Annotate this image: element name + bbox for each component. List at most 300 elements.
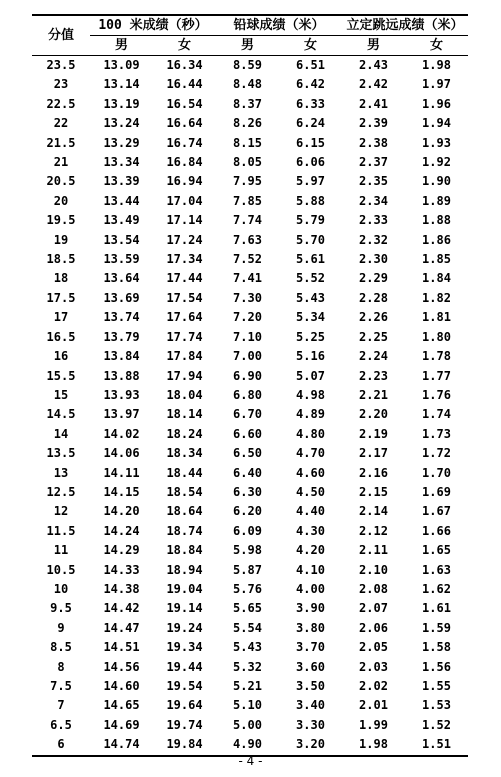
shot-male-cell: 5.54 [233,620,262,635]
jump-male-cell: 2.38 [359,135,388,150]
100m-male-cell: 14.06 [103,446,140,461]
shot-female-cell: 3.70 [296,640,325,655]
shot-male-cell: 5.65 [233,601,262,616]
100m-male-cell: 13.69 [103,290,140,305]
jump-male-cell: 2.05 [359,640,388,655]
jump-female-cell: 1.92 [422,155,451,170]
shot-male-cell: 5.76 [233,581,262,596]
100m-male-cell: 14.11 [103,465,140,480]
shot-male-cell: 7.74 [233,213,262,228]
shot-male-cell: 6.50 [233,446,262,461]
score-cell: 6.5 [50,717,72,732]
jump-male-cell: 2.08 [359,581,388,596]
jump-male-cell: 2.34 [359,193,388,208]
100m-female-cell: 19.04 [166,581,203,596]
table-row [32,328,468,347]
table-row [32,308,468,327]
table-row [32,696,468,715]
table-row [32,269,468,288]
jump-male-cell: 2.24 [359,349,388,364]
shot-female-cell: 6.33 [296,96,325,111]
shot-male-cell: 5.21 [233,679,262,693]
100m-male-cell: 14.74 [90,735,153,755]
table-row [32,561,468,580]
100m-female-cell: 16.54 [166,96,203,111]
100m-female-cell: 17.14 [166,213,203,228]
jump-male-cell: 2.28 [359,290,388,305]
jump-female-cell: 1.90 [422,174,451,189]
score-cell: 7 [57,698,65,713]
100m-female-cell: 16.94 [166,174,203,189]
shot-male-cell: 8.59 [233,58,262,72]
jump-female-cell: 1.78 [422,349,451,364]
100m-male-cell: 14.51 [103,640,140,655]
shot-female-cell: 3.20 [279,735,342,755]
jump-female-cell: 1.65 [422,543,451,558]
shot-male-cell: 5.32 [233,659,262,674]
jump-female-cell: 1.59 [422,620,451,635]
score-cell: 13.5 [46,446,76,461]
jump-male-cell: 2.26 [359,310,388,325]
jump-male-cell: 2.43 [359,58,388,72]
100m-female-cell: 18.44 [166,465,203,480]
100m-male-cell: 14.24 [103,523,140,538]
shot-female-cell: 4.70 [296,446,325,461]
score-table-container [32,14,468,757]
shot-female-cell: 6.42 [296,77,325,92]
jump-male-cell: 2.14 [359,504,388,519]
shot-female-cell: 6.15 [296,135,325,150]
score-cell: 17.5 [46,290,76,305]
shot-male-cell: 7.85 [233,193,262,208]
jump-female-cell: 1.82 [422,290,451,305]
jump-female-cell: 1.63 [422,562,451,577]
shot-male-cell: 6.60 [233,426,262,441]
score-cell: 8 [57,659,65,674]
100m-female-cell: 18.34 [166,446,203,461]
shot-male-cell: 7.10 [233,329,262,344]
jump-female-cell: 1.56 [422,659,451,674]
shot-female-cell: 5.43 [296,290,325,305]
shot-female-cell: 6.51 [296,58,325,72]
jump-female-cell: 1.81 [422,310,451,325]
shot-male-cell: 7.20 [233,310,262,325]
100m-female-cell: 18.94 [166,562,203,577]
table-row [32,483,468,502]
jump-female-cell: 1.66 [422,523,451,538]
shot-female-cell: 6.06 [296,155,325,170]
table-row [32,716,468,735]
jump-male-cell: 2.23 [359,368,388,383]
shot-female-cell: 5.07 [296,368,325,383]
score-cell: 9.5 [50,601,72,616]
score-cell: 12 [53,504,69,519]
header-100m: 100 米成绩（秒） [90,15,216,36]
jump-male-cell: 2.33 [359,213,388,228]
100m-female-cell: 17.34 [166,252,203,267]
shot-male-cell: 6.20 [233,504,262,519]
table-row [32,444,468,463]
100m-male-cell: 14.33 [103,562,140,577]
table-row [32,367,468,386]
shot-female-cell: 4.40 [296,504,325,519]
100m-female-cell: 18.74 [166,523,203,538]
subheader-jump-female: 女 [405,36,468,56]
100m-female-cell: 16.74 [166,135,203,150]
shot-female-cell: 5.70 [296,232,325,247]
subheader-jump-male: 男 [342,36,405,56]
jump-female-cell: 1.84 [422,271,451,286]
100m-male-cell: 14.69 [103,717,140,732]
jump-male-cell: 2.10 [359,562,388,577]
jump-female-cell: 1.73 [422,426,451,441]
jump-male-cell: 2.21 [359,387,388,402]
100m-male-cell: 14.29 [103,543,140,558]
shot-male-cell: 8.15 [233,135,262,150]
table-row [32,735,468,755]
100m-female-cell: 17.24 [166,232,203,247]
100m-male-cell: 13.64 [103,271,140,286]
shot-female-cell: 3.90 [296,601,325,616]
jump-male-cell: 2.02 [359,679,388,693]
100m-female-cell: 16.44 [166,77,203,92]
score-cell: 20.5 [46,174,76,189]
100m-female-cell: 16.64 [166,116,203,131]
header-shot-put: 铅球成绩（米） [216,15,342,36]
shot-female-cell: 4.20 [296,543,325,558]
table-body [32,56,468,756]
table-row [32,541,468,560]
score-cell: 16.5 [46,329,76,344]
table-row [32,347,468,366]
shot-female-cell: 5.61 [296,252,325,267]
table-header [32,15,468,56]
100m-female-cell: 19.24 [166,620,203,635]
subheader-shot-male: 男 [216,36,279,56]
shot-female-cell: 4.00 [296,581,325,596]
subheader-100m-male: 男 [90,36,153,56]
jump-female-cell: 1.97 [422,77,451,92]
shot-female-cell: 3.30 [296,717,325,732]
table-row [32,464,468,483]
100m-female-cell: 17.64 [166,310,203,325]
shot-male-cell: 7.30 [233,290,262,305]
jump-male-cell: 2.15 [359,484,388,499]
100m-female-cell: 17.44 [166,271,203,286]
score-cell: 10 [53,581,69,596]
100m-male-cell: 13.74 [103,310,140,325]
shot-male-cell: 6.70 [233,407,262,422]
jump-female-cell: 1.94 [422,116,451,131]
shot-female-cell: 4.10 [296,562,325,577]
jump-male-cell: 2.37 [359,155,388,170]
score-cell: 18 [53,271,69,286]
table-row [32,192,468,211]
score-cell: 9 [57,620,65,635]
score-cell: 15 [53,387,69,402]
score-cell: 7.5 [50,679,72,693]
shot-female-cell: 4.80 [296,426,325,441]
score-cell: 23 [53,77,69,92]
table-row [32,405,468,424]
100m-male-cell: 13.29 [103,135,140,150]
score-cell: 22.5 [46,96,76,111]
jump-female-cell: 1.70 [422,465,451,480]
100m-male-cell: 13.79 [103,329,140,344]
100m-female-cell: 19.54 [166,679,203,693]
score-cell: 8.5 [50,640,72,655]
table-row [32,638,468,657]
score-cell: 21.5 [46,135,76,150]
100m-female-cell: 18.24 [166,426,203,441]
100m-male-cell: 14.20 [103,504,140,519]
table-row [32,599,468,618]
100m-male-cell: 13.24 [103,116,140,131]
shot-male-cell: 7.95 [233,174,262,189]
100m-female-cell: 19.14 [166,601,203,616]
table-row [32,114,468,133]
score-cell: 14.5 [46,407,76,422]
100m-female-cell: 18.04 [166,387,203,402]
score-cell: 19 [53,232,69,247]
score-cell: 10.5 [46,562,76,577]
jump-male-cell: 2.19 [359,426,388,441]
table-row [32,231,468,250]
score-cell: 20 [53,193,69,208]
jump-female-cell: 1.72 [422,446,451,461]
100m-male-cell: 14.65 [103,698,140,713]
jump-male-cell: 2.01 [359,698,388,713]
100m-female-cell: 17.74 [166,329,203,344]
jump-male-cell: 2.42 [359,77,388,92]
shot-male-cell: 5.98 [233,543,262,558]
jump-female-cell: 1.55 [422,679,451,693]
score-cell: 23.5 [46,58,76,72]
jump-male-cell: 2.39 [359,116,388,131]
score-cell: 19.5 [46,213,76,228]
100m-female-cell: 18.84 [166,543,203,558]
jump-male-cell: 2.03 [359,659,388,674]
table-row [32,95,468,114]
100m-female-cell: 19.74 [166,717,203,732]
100m-female-cell: 17.84 [166,349,203,364]
shot-male-cell: 6.40 [233,465,262,480]
table-row [32,580,468,599]
shot-male-cell: 7.52 [233,252,262,267]
shot-female-cell: 5.16 [296,349,325,364]
jump-male-cell: 2.12 [359,523,388,538]
jump-female-cell: 1.86 [422,232,451,247]
table-row [32,56,468,76]
table-row [32,658,468,677]
shot-male-cell: 8.26 [233,116,262,131]
shot-female-cell: 3.50 [296,679,325,693]
100m-male-cell: 14.47 [103,620,140,635]
table-row [32,386,468,405]
jump-male-cell: 2.07 [359,601,388,616]
100m-male-cell: 14.60 [103,679,140,693]
score-cell: 15.5 [46,368,76,383]
jump-male-cell: 1.98 [342,735,405,755]
100m-male-cell: 14.15 [103,484,140,499]
table-row [32,75,468,94]
100m-male-cell: 13.93 [103,387,140,402]
shot-male-cell: 8.48 [233,77,262,92]
100m-female-cell: 19.34 [166,640,203,655]
jump-female-cell: 1.77 [422,368,451,383]
score-cell: 6 [32,735,90,755]
shot-female-cell: 5.79 [296,213,325,228]
shot-female-cell: 3.80 [296,620,325,635]
100m-male-cell: 13.59 [103,252,140,267]
100m-female-cell: 17.04 [166,193,203,208]
jump-male-cell: 2.41 [359,96,388,111]
table-row [32,134,468,153]
jump-female-cell: 1.88 [422,213,451,228]
jump-male-cell: 2.20 [359,407,388,422]
score-cell: 16 [53,349,69,364]
header-long-jump: 立定跳远成绩（米） [342,15,468,36]
shot-female-cell: 3.40 [296,698,325,713]
shot-female-cell: 4.50 [296,484,325,499]
shot-male-cell: 6.09 [233,523,262,538]
jump-female-cell: 1.52 [422,717,451,732]
shot-female-cell: 5.88 [296,193,325,208]
jump-male-cell: 2.06 [359,620,388,635]
shot-female-cell: 5.97 [296,174,325,189]
shot-female-cell: 4.30 [296,523,325,538]
jump-female-cell: 1.89 [422,193,451,208]
shot-male-cell: 8.05 [233,155,262,170]
100m-male-cell: 13.44 [103,193,140,208]
table-row [32,211,468,230]
jump-male-cell: 2.11 [359,543,388,558]
score-cell: 22 [53,116,69,131]
jump-male-cell: 2.16 [359,465,388,480]
shot-female-cell: 5.52 [296,271,325,286]
shot-female-cell: 5.25 [296,329,325,344]
score-cell: 14 [53,426,69,441]
100m-female-cell: 19.84 [153,735,216,755]
table-row [32,677,468,696]
100m-male-cell: 14.38 [103,581,140,596]
shot-male-cell: 6.80 [233,387,262,402]
100m-female-cell: 16.34 [166,58,203,72]
jump-female-cell: 1.67 [422,504,451,519]
100m-male-cell: 13.34 [103,155,140,170]
page-number: - 4 - [238,754,263,768]
jump-female-cell: 1.85 [422,252,451,267]
score-cell: 11.5 [46,523,76,538]
table-row [32,502,468,521]
score-cell: 17 [53,310,69,325]
100m-male-cell: 14.02 [103,426,140,441]
100m-female-cell: 17.54 [166,290,203,305]
100m-male-cell: 13.49 [103,213,140,228]
jump-male-cell: 2.25 [359,329,388,344]
score-table [32,14,468,757]
jump-female-cell: 1.96 [422,96,451,111]
100m-male-cell: 13.09 [103,58,140,72]
jump-female-cell: 1.62 [422,581,451,596]
jump-female-cell: 1.74 [422,407,451,422]
table-row [32,425,468,444]
table-row [32,522,468,541]
score-cell: 12.5 [46,484,76,499]
jump-male-cell: 2.30 [359,252,388,267]
table-row [32,153,468,172]
table-row [32,250,468,269]
jump-female-cell: 1.61 [422,601,451,616]
score-cell: 11 [53,543,69,558]
jump-male-cell: 1.99 [359,717,388,732]
jump-male-cell: 2.35 [359,174,388,189]
shot-male-cell: 8.37 [233,96,262,111]
jump-female-cell: 1.69 [422,484,451,499]
score-cell: 18.5 [46,252,76,267]
100m-male-cell: 13.14 [103,77,140,92]
shot-male-cell: 5.00 [233,717,262,732]
shot-male-cell: 5.43 [233,640,262,655]
100m-female-cell: 16.84 [166,155,203,170]
shot-male-cell: 5.10 [233,698,262,713]
score-cell: 21 [53,155,69,170]
jump-female-cell: 1.80 [422,329,451,344]
shot-male-cell: 7.41 [233,271,262,286]
table-row [32,172,468,191]
shot-male-cell: 6.90 [233,368,262,383]
jump-female-cell: 1.98 [422,58,451,72]
shot-female-cell: 4.98 [296,387,325,402]
100m-female-cell: 18.14 [166,407,203,422]
100m-female-cell: 17.94 [166,368,203,383]
100m-male-cell: 14.42 [103,601,140,616]
shot-male-cell: 7.00 [233,349,262,364]
100m-male-cell: 13.54 [103,232,140,247]
subheader-100m-female: 女 [153,36,216,56]
100m-male-cell: 13.84 [103,349,140,364]
100m-female-cell: 18.64 [166,504,203,519]
jump-female-cell: 1.53 [422,698,451,713]
shot-male-cell: 6.30 [233,484,262,499]
score-header: 分值 [32,15,90,56]
100m-male-cell: 13.39 [103,174,140,189]
jump-female-cell: 1.51 [405,735,468,755]
score-cell: 13 [53,465,69,480]
100m-female-cell: 19.44 [166,659,203,674]
100m-male-cell: 13.97 [103,407,140,422]
table-row [32,619,468,638]
shot-female-cell: 3.60 [296,659,325,674]
100m-male-cell: 13.88 [103,368,140,383]
shot-female-cell: 4.60 [296,465,325,480]
shot-female-cell: 6.24 [296,116,325,131]
shot-male-cell: 4.90 [216,735,279,755]
shot-female-cell: 5.34 [296,310,325,325]
jump-female-cell: 1.76 [422,387,451,402]
100m-female-cell: 19.64 [166,698,203,713]
100m-male-cell: 13.19 [103,96,140,111]
jump-male-cell: 2.29 [359,271,388,286]
jump-female-cell: 1.93 [422,135,451,150]
100m-female-cell: 18.54 [166,484,203,499]
jump-male-cell: 2.32 [359,232,388,247]
table-row [32,289,468,308]
subheader-shot-female: 女 [279,36,342,56]
shot-male-cell: 5.87 [233,562,262,577]
jump-male-cell: 2.17 [359,446,388,461]
jump-female-cell: 1.58 [422,640,451,655]
